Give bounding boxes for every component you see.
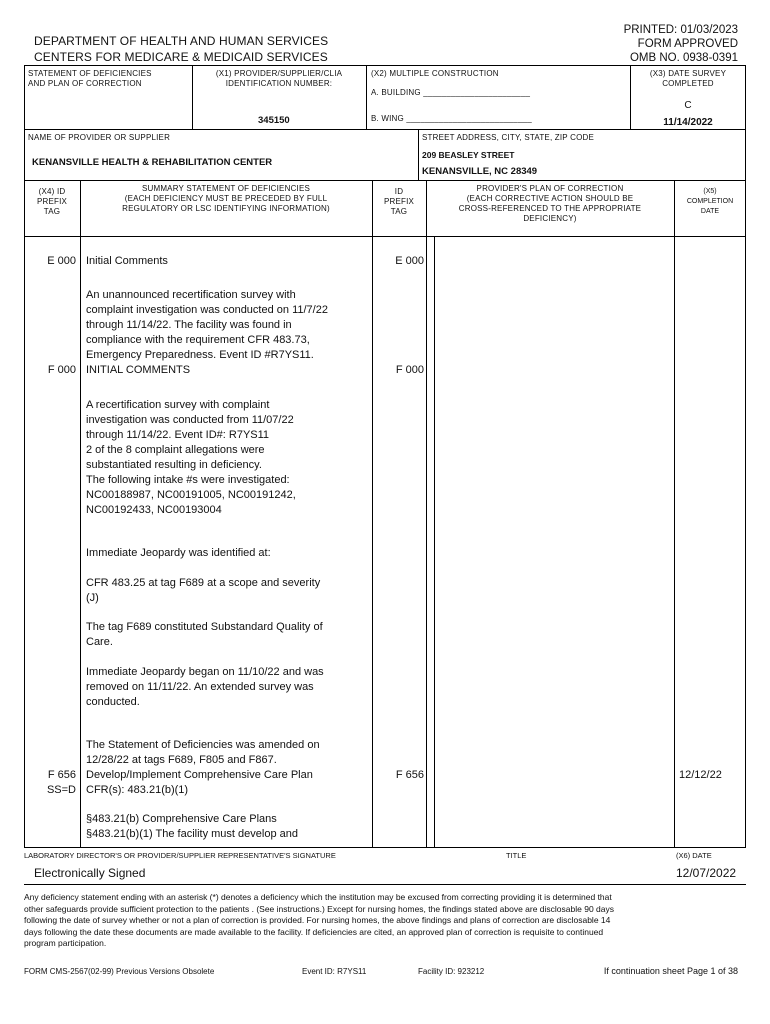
date-survey-label: (X3) DATE SURVEY COMPLETED <box>649 69 727 88</box>
multiple-construction-label: (X2) MULTIPLE CONSTRUCTION <box>371 69 499 78</box>
omb-number: OMB NO. 0938-0391 <box>629 52 738 64</box>
plan-header: PROVIDER'S PLAN OF CORRECTION (EACH CORRECTIVE ACTION SHOULD BE CROSS-REFERENCED TO THE APPROPRIATE DEFICIENCY) <box>458 184 642 223</box>
x1-label: (X1) PROVIDER/SUPPLIER/CLIA IDENTIFICATION NUMBER: <box>215 69 343 88</box>
page-number: If continuation sheet Page 1 of 38 <box>603 966 738 976</box>
f656-title: Develop/Implement Comprehensive Care Plan CFR(s): 483.21(b)(1) <box>86 769 313 796</box>
form-info <box>624 23 738 65</box>
provider-name-label: NAME OF PROVIDER OR SUPPLIER <box>28 133 171 142</box>
statement-label: STATEMENT OF DEFICIENCIES AND PLAN OF CORRECTION <box>28 69 152 88</box>
printed-date: PRINTED: 01/03/2023 <box>623 24 738 36</box>
title-label: TITLE <box>506 851 527 860</box>
signature-date: 12/07/2022 <box>676 866 737 880</box>
e000-title: Initial Comments <box>86 255 168 267</box>
e000-id-tag: E 000 <box>395 255 424 267</box>
survey-completed-date: 11/14/2022 <box>663 117 713 128</box>
facility-id: Facility ID: 923212 <box>418 967 485 976</box>
f656-paragraph-1: §483.21(b) Comprehensive Care Plans §483.21(b)(1) The facility must develop and <box>86 813 298 840</box>
provider-name: KENANSVILLE HEALTH & REHABILITATION CENTER <box>32 157 273 168</box>
x4-header: (X4) ID PREFIX TAG <box>36 187 68 216</box>
e000-tag: E 000 <box>47 255 76 267</box>
f000-title: INITIAL COMMENTS <box>86 364 191 376</box>
building-label: A. BUILDING _______________________ <box>371 88 531 97</box>
summary-header: SUMMARY STATEMENT OF DEFICIENCIES (EACH DEFICIENCY MUST BE PRECEDED BY FULL REGULATORY OR LSC IDENTIFYING INFORMATION) <box>122 184 330 213</box>
f000-paragraph-2: Immediate Jeopardy was identified at: <box>86 547 271 559</box>
department-line-1: DEPARTMENT OF HEALTH AND HUMAN SERVICES <box>34 34 329 48</box>
signature-label: LABORATORY DIRECTOR'S OR PROVIDER/SUPPLIER REPRESENTATIVE'S SIGNATURE <box>24 851 336 860</box>
f000-paragraph-6: The Statement of Deficiencies was amended on 12/28/22 at tags F689, F805 and F867. <box>86 739 320 766</box>
address-line-2: KENANSVILLE, NC 28349 <box>422 166 538 177</box>
f656-completion-date: 12/12/22 <box>679 769 722 781</box>
department-line-2: CENTERS FOR MEDICARE & MEDICAID SERVICES <box>34 50 328 64</box>
survey-letter: C <box>684 100 692 111</box>
wing-label: B. WING ___________________________ <box>371 114 532 123</box>
f000-paragraph-1: A recertification survey with complaint investigation was conducted from 11/07/22 through 11/14/22. Event ID#: R7YS11 2 of the 8 complaint allegations were substantiated resulting in deficiency. The following intake #s were investigated: NC00188987, NC00191005, NC00191242, NC00192433, NC00193004 <box>86 399 296 516</box>
address-label: STREET ADDRESS, CITY, STATE, ZIP CODE <box>422 133 595 142</box>
disclosure-footnote: Any deficiency statement ending with an asterisk (*) denotes a deficiency which the institution may be excused from correcting providing it is determined that other safeguards provide sufficient protection to the patients . (See instructions.) Except for nursing homes, the findings stated above are disclosable 90 days following the date of survey whether or not a plan of correction is provided. For nursing homes, the above findings and plans of correction are disclosable 14 days following the date these documents are made available to the facility. If deficiencies are cited, an approved plan of correction is requisite to continued program participation. <box>24 892 614 948</box>
f656-id-tag: F 656 <box>395 769 424 781</box>
e000-paragraph: An unannounced recertification survey with complaint investigation was conducted on 11/7/22 through 11/14/22. The facility was found in compliance with the requirement CFR 483.73, Emergency Preparedness. Event ID #R7YS11. <box>86 289 328 361</box>
scope-severity: SS=D <box>46 784 76 796</box>
event-id: Event ID: R7YS11 <box>302 967 367 976</box>
id-header: ID PREFIX TAG <box>383 187 415 216</box>
f000-paragraph-4: The tag F689 constituted Substandard Quality of Care. <box>86 621 323 648</box>
f000-id-tag: F 000 <box>395 364 424 376</box>
f000-tag: F 000 <box>47 364 76 376</box>
x5-header: (X5) COMPLETION DATE <box>686 188 734 215</box>
department-header <box>34 33 328 65</box>
f000-paragraph-5: Immediate Jeopardy began on 11/10/22 and was removed on 11/11/22. An extended survey was conducted. <box>86 666 324 708</box>
signature-value: Electronically Signed <box>34 866 146 880</box>
address-line-1: 209 BEASLEY STREET <box>422 150 515 160</box>
f656-tag: F 656 SS=D <box>24 768 76 798</box>
form-number: FORM CMS-2567(02-99) Previous Versions Obsolete <box>24 967 215 976</box>
f000-paragraph-3: CFR 483.25 at tag F689 at a scope and severity (J) <box>86 577 321 604</box>
x6-date-label: (X6) DATE <box>676 851 712 860</box>
provider-id-number: 345150 <box>258 115 290 126</box>
form-approved: FORM APPROVED <box>637 38 738 50</box>
